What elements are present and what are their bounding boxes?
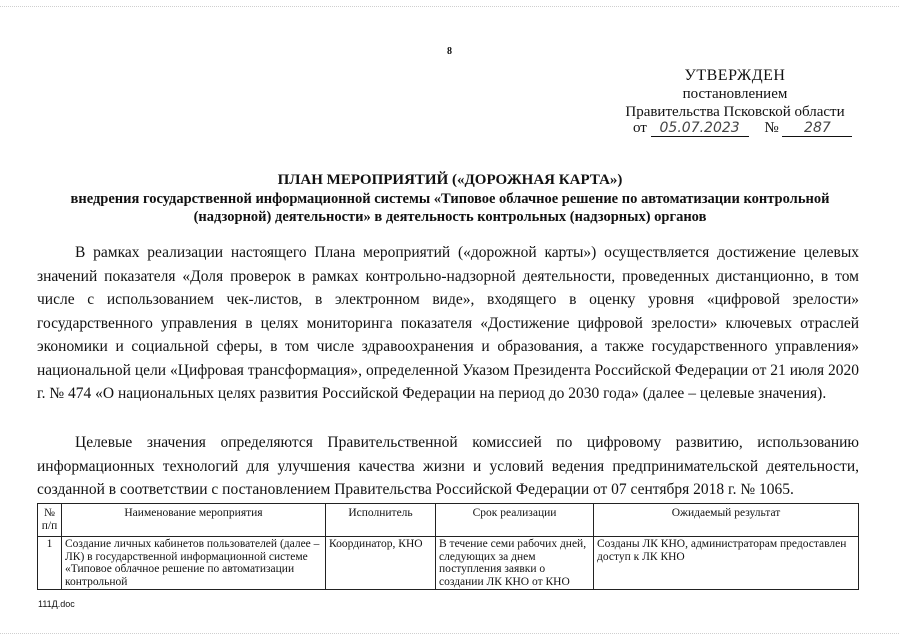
row-executor: Координатор, КНО <box>326 537 436 590</box>
paragraph-1 <box>37 241 859 406</box>
row-result: Созданы ЛК КНО, администраторам предоставлен доступ к ЛК КНО <box>594 537 859 590</box>
number-label: № <box>764 120 779 136</box>
row-name: Создание личных кабинетов пользователей (далее – ЛК) в государственной информационной системе «Типовое облачное решение по автоматизации контрольной <box>62 537 326 590</box>
approval-number: 287 <box>782 120 852 137</box>
header-name: Наименование мероприятия <box>62 504 326 537</box>
scan-edge-top <box>0 6 899 7</box>
header-deadline: Срок реализации <box>436 504 594 537</box>
footer-filename: 111Д.doc <box>38 599 75 609</box>
approval-date: 05.07.2023 <box>651 120 749 137</box>
approval-line-3: Правительства Псковской области <box>625 104 845 120</box>
approval-title: УТВЕРЖДЕН <box>684 67 786 84</box>
approval-block <box>600 67 870 121</box>
document-title: ПЛАН МЕРОПРИЯТИЙ («ДОРОЖНАЯ КАРТА») <box>277 172 623 188</box>
paragraph-2 <box>37 431 859 502</box>
from-label: от <box>633 120 647 136</box>
row-deadline: В течение семи рабочих дней, следующих за днем поступления заявки о создании ЛК КНО от КНО <box>436 537 594 590</box>
row-num: 1 <box>38 537 62 590</box>
header-num: № п/п <box>38 504 62 537</box>
page-number: 8 <box>447 46 452 57</box>
document-subtitle: внедрения государственной информационной системы «Типовое облачное решение по автоматизации контрольной (надзорной) деятельности» в деятельность контрольных (надзорных) органов <box>70 191 830 225</box>
paragraph-text: В рамках реализации настоящего Плана мероприятий («дорожной карты») осуществляется достижение целевых значений показателя «Доля проверок в рамках контрольно-надзорной деятельности, проведенных дистанционно, в том числе с использованием чек-листов, в электронном виде», входящего в оценку уровня «цифровой зрелости» государственного управления в целях мониторинга показателя «Достижение цифровой зрелости» ключевых отраслей экономики и социальной сферы, в том числе здравоохранения и образования, а также государственного управления» национальной цели «Цифровая трансформация», определенной Указом Президента Российской Федерации от 21 июля 2020 г. № 474 «О национальных целях развития Российской Федерации на период до 2030 года» (далее – целевые значения). <box>37 244 859 402</box>
paragraph-text: Целевые значения определяются Правительственной комиссией по цифровому развитию, использованию информационных технологий для улучшения качества жизни и условий ведения предпринимательской деятельности, созданной в соответствии с постановлением Правительства Российской Федерации от 07 сентября 2018 г. № 1065. <box>37 434 859 498</box>
header-result: Ожидаемый результат <box>594 504 859 537</box>
scan-edge-bottom <box>0 633 899 634</box>
table-header-row <box>38 504 859 537</box>
approval-date-line <box>633 120 852 137</box>
roadmap-table <box>37 503 859 590</box>
approval-line-2: постановлением <box>682 86 788 102</box>
table-row <box>38 537 859 590</box>
header-executor: Исполнитель <box>326 504 436 537</box>
